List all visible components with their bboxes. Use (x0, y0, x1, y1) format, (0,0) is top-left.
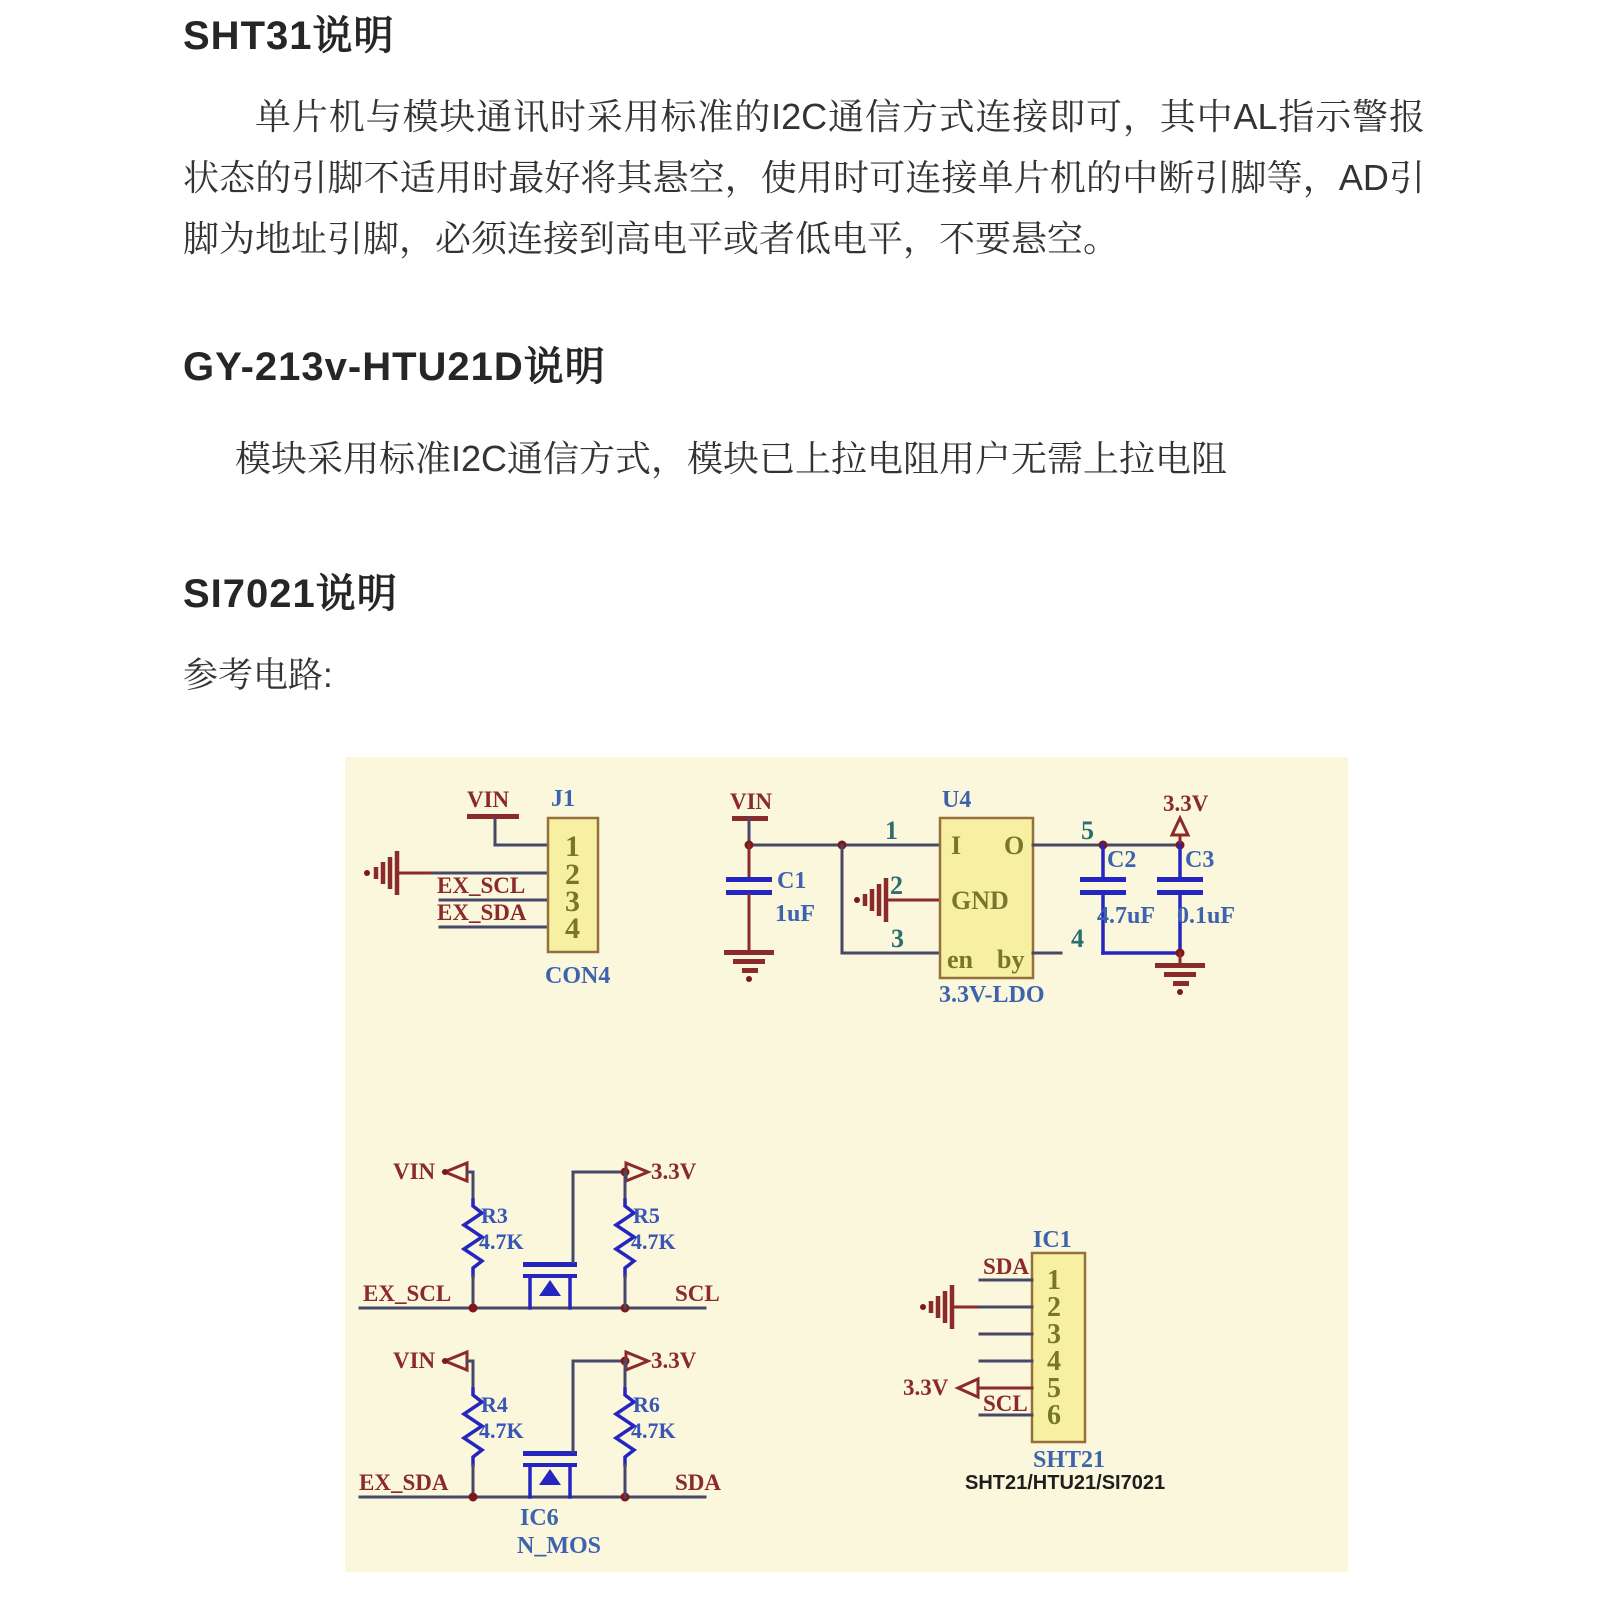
ground-symbol (920, 1285, 952, 1329)
u4-pin-out-label: O (1004, 831, 1025, 860)
r6-designator: R6 (633, 1392, 660, 1417)
mosfet-symbol (523, 1262, 577, 1308)
net-label-sda: SDA (983, 1254, 1030, 1279)
connector-j1 (364, 786, 610, 989)
ic1-compatibility-label: SHT21/HTU21/SI7021 (965, 1472, 1166, 1494)
ic1-designator: IC1 (1033, 1227, 1072, 1253)
u4-pin-en-label: en (947, 945, 973, 974)
u4-pin-gnd-label: GND (951, 886, 1009, 915)
capacitor-c3 (1157, 877, 1203, 895)
power-arrow-left (445, 1163, 467, 1181)
c2-designator: C2 (1107, 847, 1137, 873)
r4-designator: R4 (481, 1392, 508, 1417)
u4-pin4-number: 4 (1071, 924, 1084, 953)
net-label-vin: VIN (393, 1348, 436, 1373)
u4-pin-by-label: by (997, 945, 1025, 974)
ground-symbol (854, 878, 886, 922)
u4-part-name: 3.3V-LDO (939, 982, 1045, 1008)
r3-value: 4.7K (479, 1229, 524, 1254)
c1-designator: C1 (777, 868, 807, 894)
mosfet-symbol (523, 1451, 577, 1497)
net-label-vin: VIN (467, 787, 510, 812)
ic1-pin1-number: 1 (1047, 1265, 1061, 1296)
net-label-vin: VIN (393, 1159, 436, 1184)
ic1-pin6-number: 6 (1047, 1400, 1061, 1431)
net-label-ex-sda: EX_SDA (359, 1470, 449, 1495)
net-label-sda: SDA (675, 1470, 722, 1495)
capacitor-c2 (1080, 877, 1126, 895)
r5-value: 4.7K (631, 1229, 676, 1254)
ic1-pin5-number: 5 (1047, 1373, 1061, 1404)
ic1-pin3-number: 3 (1047, 1319, 1061, 1350)
r6-value: 4.7K (631, 1418, 676, 1443)
level-shifter-sda (359, 1348, 721, 1559)
heading-si7021: SI7021说明 (183, 572, 398, 616)
earth-ground-symbol (1155, 963, 1205, 995)
power-arrow-left (445, 1352, 467, 1370)
c2-value: 4.7uF (1097, 903, 1156, 929)
c1-value: 1uF (775, 901, 816, 927)
u4-pin1-number: 1 (885, 816, 898, 845)
capacitor-c1 (726, 877, 772, 895)
c3-value: 0.1uF (1177, 903, 1236, 929)
u4-pin-in-label: I (951, 831, 962, 860)
power-arrow-up (1172, 818, 1188, 835)
u4-pin3-number: 3 (891, 924, 904, 953)
net-label-ex-scl: EX_SCL (437, 873, 526, 898)
j1-designator: J1 (551, 786, 575, 812)
heading-sht31: SHT31说明 (183, 14, 395, 58)
paragraph-sht31: 单片机与模块通讯时采用标准的I2C通信方式连接即可，其中AL指示警报状态的引脚不适用时最好将其悬空，使用时可连接单片机的中断引脚等，AD引脚为地址引脚，必须连接到高电平或者低电平，不要悬空。 (183, 96, 1425, 259)
net-label-ex-scl: EX_SCL (363, 1281, 452, 1306)
net-label-scl: SCL (675, 1281, 720, 1306)
j1-pin4-number: 4 (565, 912, 580, 945)
u4-pin5-number: 5 (1081, 816, 1094, 845)
power-arrow-left (958, 1379, 978, 1397)
c3-designator: C3 (1185, 847, 1215, 873)
vin-power-bar-symbol (467, 814, 519, 819)
ic1-pin2-number: 2 (1047, 1292, 1061, 1323)
r3-designator: R3 (481, 1203, 508, 1228)
net-label-scl: SCL (983, 1391, 1028, 1416)
ic6-type: N_MOS (517, 1533, 601, 1559)
net-label-3v3: 3.3V (651, 1348, 697, 1373)
net-label-3v3: 3.3V (651, 1159, 697, 1184)
j1-pin1-number: 1 (565, 830, 580, 863)
paragraph-htu21d: 模块采用标准I2C通信方式，模块已上拉电阻用户无需上拉电阻 (235, 438, 1228, 479)
j1-footprint: CON4 (545, 963, 611, 989)
ic1-part-name: SHT21 (1033, 1447, 1106, 1473)
u4-designator: U4 (942, 787, 972, 813)
heading-gy213v-htu21d: GY-213v-HTU21D说明 (183, 345, 606, 389)
j1-pin2-number: 2 (565, 858, 580, 891)
j1-pin3-number: 3 (565, 885, 580, 918)
schematic-svg (345, 757, 1348, 1572)
earth-ground-symbol (724, 950, 774, 982)
u4-pin2-number: 2 (890, 871, 903, 900)
r4-value: 4.7K (479, 1418, 524, 1443)
ic1-pin4-number: 4 (1047, 1346, 1061, 1377)
reference-circuit-label: 参考电路: (183, 656, 333, 695)
ground-symbol (364, 851, 397, 895)
ic6-designator: IC6 (520, 1505, 559, 1531)
r5-designator: R5 (633, 1203, 660, 1228)
net-label-3v3: 3.3V (903, 1375, 949, 1400)
net-label-vin: VIN (730, 789, 773, 814)
regulator-u4 (724, 787, 1235, 1008)
sensor-ic1 (903, 1227, 1165, 1494)
net-label-ex-sda: EX_SDA (437, 900, 527, 925)
wire-vin-pin1 (495, 819, 548, 845)
reference-circuit-schematic (345, 757, 1348, 1572)
net-label-3v3: 3.3V (1163, 791, 1209, 816)
level-shifter-scl (360, 1159, 720, 1313)
